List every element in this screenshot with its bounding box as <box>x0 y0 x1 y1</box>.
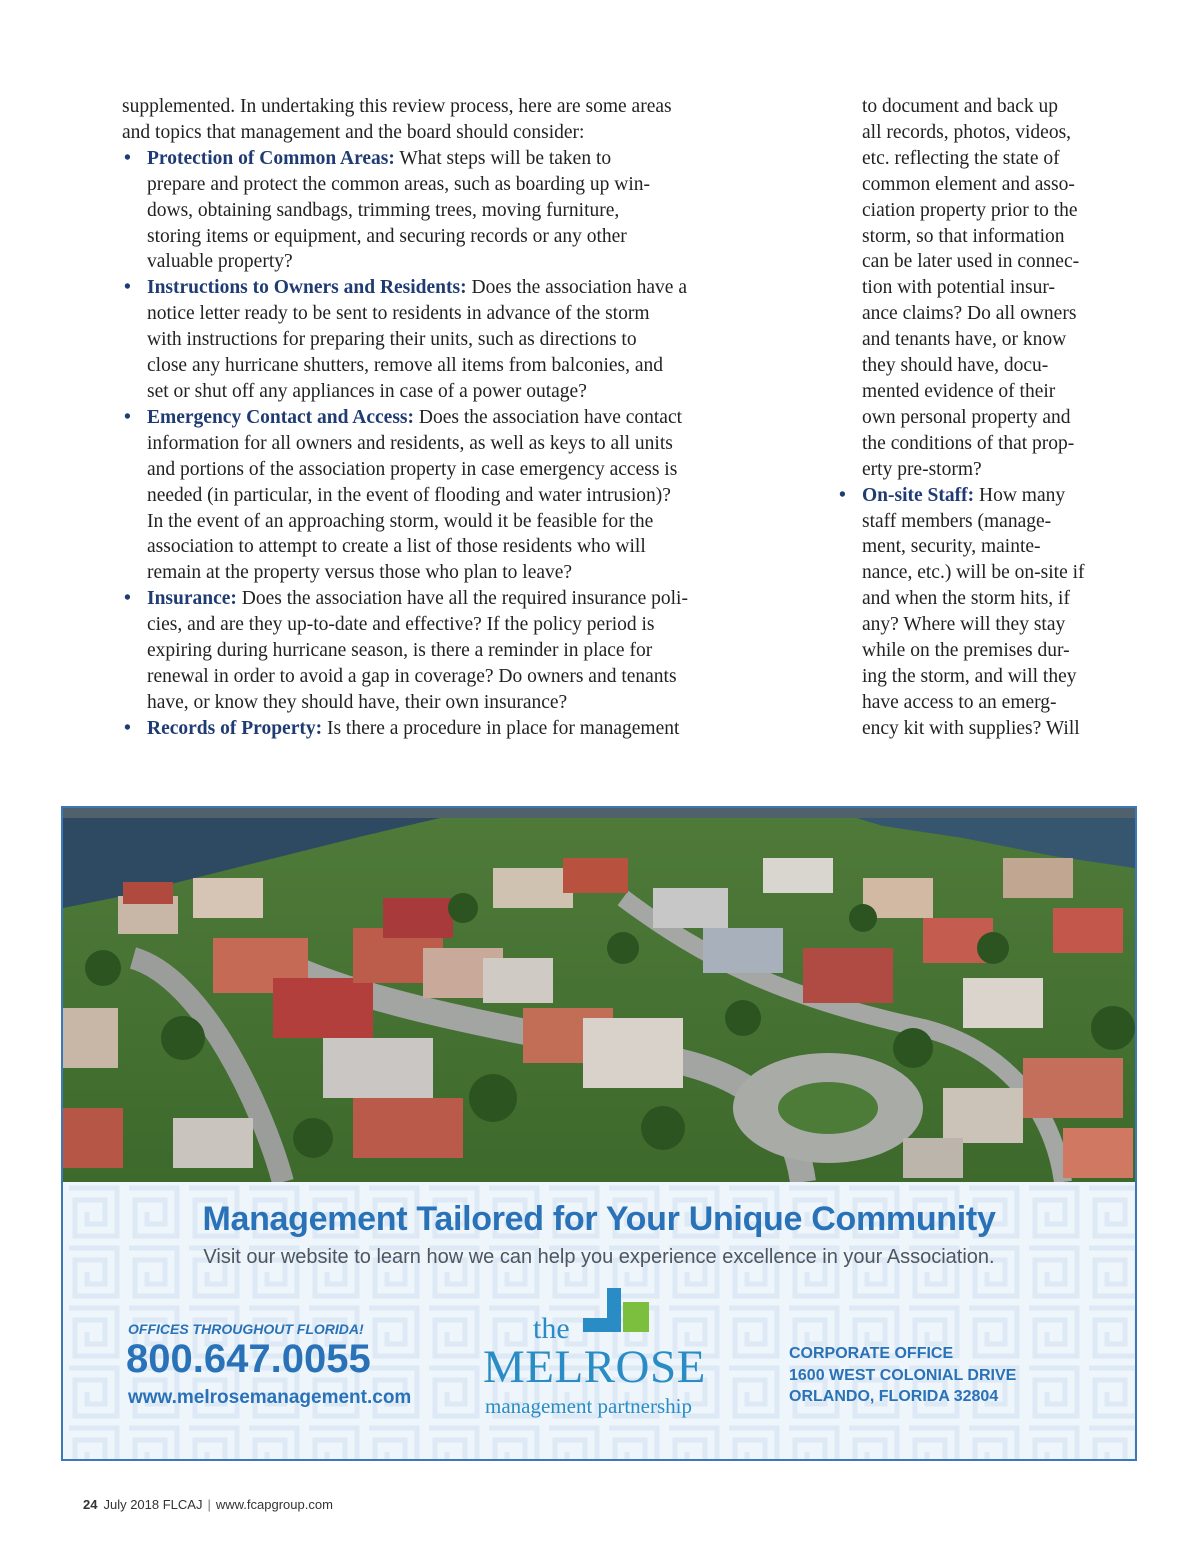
offices-tagline: OFFICES THROUGHOUT FLORIDA! <box>128 1321 364 1337</box>
bullet-text: Is there a procedure in place for management <box>322 717 680 739</box>
list-item <box>839 483 1162 742</box>
melrose-logo <box>483 1288 723 1418</box>
bullet-icon: • <box>124 147 131 169</box>
list-item <box>122 586 782 716</box>
corporate-street: 1600 WEST COLONIAL DRIVE <box>789 1366 1017 1384</box>
article-intro: supplemented. In undertaking this review process, here are some areas and topics that management and the board should consider: <box>122 96 672 143</box>
bullet-heading: Records of Property: <box>147 717 323 739</box>
footer-separator: | <box>207 1497 211 1512</box>
ad-info-panel <box>63 1182 1135 1461</box>
logo-wordmark: MELROSE <box>483 1341 706 1393</box>
bullet-text: Does the association have contact information for all owners and residents, as well as keys to all units and portions of the association property in case emergency access is needed (in particular, in the event of flooding and water intrusion)? In the event of an approaching storm, would it be feasible for the association to attempt to create a list of those residents who will remain at the property versus those who plan to leave? <box>147 406 683 584</box>
aerial-neighborhood-photo <box>63 808 1135 1182</box>
considerations-list <box>122 146 782 742</box>
page-number: 24 <box>83 1497 98 1512</box>
considerations-list-continued <box>839 483 1162 742</box>
logo-tagline: management partnership <box>485 1394 693 1418</box>
ad-subheadline: Visit our website to learn how we can help you experience excellence in your Association. <box>203 1246 995 1268</box>
ad-headline: Management Tailored for Your Unique Community <box>202 1200 996 1238</box>
corporate-city: ORLANDO, FLORIDA 32804 <box>789 1388 999 1405</box>
article-right-column <box>839 94 1162 742</box>
article-left-column <box>122 94 782 742</box>
bullet-icon: • <box>124 717 131 739</box>
corporate-label: CORPORATE OFFICE <box>789 1345 954 1362</box>
bullet-heading: Emergency Contact and Access: <box>147 406 414 428</box>
bullet-heading: Insurance: <box>147 588 237 610</box>
logo-the: the <box>533 1312 570 1345</box>
bullet-text: What steps will be taken to prepare and protect the common areas, such as boarding up win- dows, obtaining sandbags, trimming trees, moving furniture, storing items or equipment, and securing records or any other valuable property? <box>147 147 651 273</box>
phone-number[interactable]: 800.647.0055 <box>126 1337 371 1381</box>
melrose-advertisement[interactable] <box>61 806 1137 1461</box>
article-continuation: to document and back up all records, photos, videos, etc. reflecting the state of common element and asso- ciation property prior to the storm, so that information can be later used in connec- tion with potential insur- ance claims? Do all owners and tenants have, or know they should have, docu- mented evidence of their own personal property and the conditions of that prop- erty pre-storm? <box>862 96 1080 480</box>
list-item <box>122 146 782 276</box>
corporate-office-address <box>789 1343 1016 1408</box>
footer-website[interactable]: www.fcapgroup.com <box>215 1497 333 1512</box>
bullet-heading: Instructions to Owners and Residents: <box>147 277 467 299</box>
bullet-text: How many staff members (manage- ment, security, mainte- nance, etc.) will be on-site if and when the storm hits, if any? Where will they stay while on the premises dur- ing the storm, and will they have access to an emerg- ency kit with supplies? Will <box>862 484 1085 739</box>
bullet-text: Does the association have all the required insurance poli- cies, and are they up-to-date and effective? If the policy period is expiring during hurricane season, is there a reminder in place for renewal in order to avoid a gap in coverage? Do owners and tenants have, or know they should have, their own insurance? <box>147 588 688 713</box>
bullet-icon: • <box>839 484 846 506</box>
bullet-text: Does the association have a notice letter ready to be sent to residents in advance of the storm with instructions for preparing their units, such as directions to close any hurricane shutters, remove all items from balconies, and set or shut off any appliances in case of a power outage? <box>147 277 687 402</box>
website-link[interactable]: www.melrosemanagement.com <box>128 1387 412 1408</box>
list-item <box>122 716 782 742</box>
bullet-icon: • <box>124 588 131 610</box>
bullet-heading: Protection of Common Areas: <box>147 147 395 169</box>
issue-label: July 2018 FLCAJ <box>103 1497 203 1512</box>
list-item <box>122 405 782 586</box>
list-item <box>122 275 782 405</box>
bullet-icon: • <box>124 406 131 428</box>
bullet-heading: On-site Staff: <box>862 484 975 506</box>
logo-squares-icon <box>583 1288 655 1344</box>
page-footer <box>83 1497 333 1512</box>
bullet-icon: • <box>124 277 131 299</box>
